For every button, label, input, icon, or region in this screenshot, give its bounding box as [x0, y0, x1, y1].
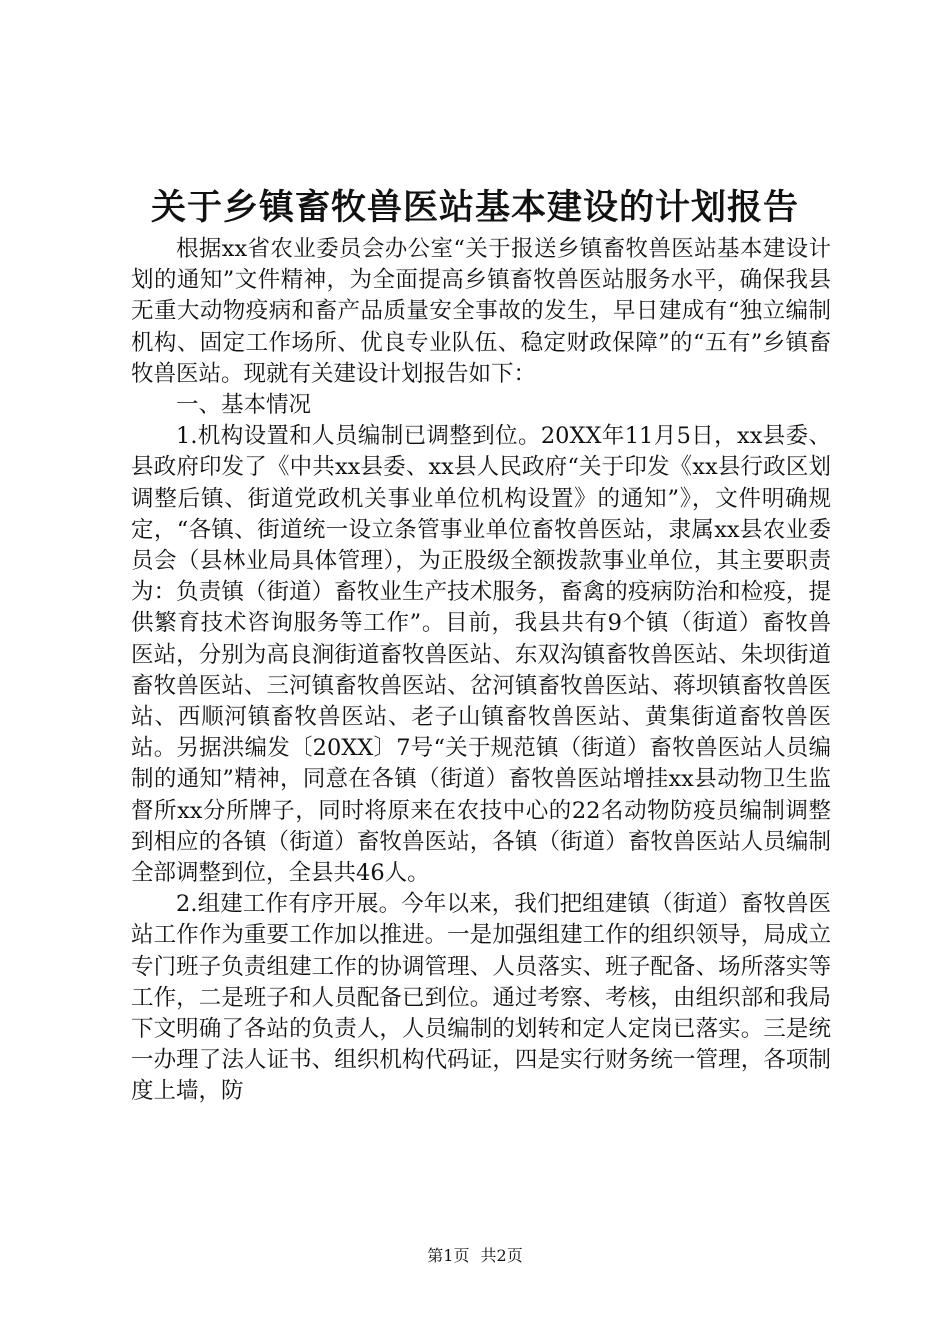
paragraph-organization-setup: 1.机构设置和人员编制已调整到位。20XX年11月5日，xx县委、县政府印发了《中共xx县委、xx县人民政府“关于印发《xx县行政区划调整后镇、街道党政机关事业单位机构设置》的通知”》，文件明确规定，“各镇、街道统一设立条管事业单位畜牧兽医站，隶属xx县农业委员会（县林业局具体管理），为正股级全额拨款事业单位，其主要职责为：负责镇（街道）畜牧业生产技术服务，畜禽的疫病防治和检疫，提供繁育技术咨询服务等工作”。目前，我县共有9个镇（街道）畜牧兽医站，分别为高良涧街道畜牧兽医站、东双沟镇畜牧兽医站、朱坝街道畜牧兽医站、三河镇畜牧兽医站、岔河镇畜牧兽医站、蒋坝镇畜牧兽医站、西顺河镇畜牧兽医站、老子山镇畜牧兽医站、黄集街道畜牧兽医站。另据洪编发〔20XX〕7号“关于规范镇（街道）畜牧兽医站人员编制的通知”精神，同意在各镇（街道）畜牧兽医站增挂xx县动物卫生监督所xx分所牌子，同时将原来在农技中心的22名动物防疫员编制调整到相应的各镇（街道）畜牧兽医站，各镇（街道）畜牧兽医站人员编制全部调整到位，全县共46人。	[131, 423, 831, 887]
document-body	[131, 234, 831, 1108]
paragraph-intro: 根据xx省农业委员会办公室“关于报送乡镇畜牧兽医站基本建设计划的通知”文件精神，为全面提高乡镇畜牧兽医站服务水平，确保我县无重大动物疫病和畜产品质量安全事故的发生，早日建成有“独立编制机构、固定工作场所、优良专业队伍、稳定财政保障”的“五有”乡镇畜牧兽医站。现就有关建设计划报告如下：	[131, 236, 831, 387]
paragraph-construction-progress: 2.组建工作有序开展。今年以来，我们把组建镇（街道）畜牧兽医站工作作为重要工作加以推进。一是加强组建工作的组织领导，局成立专门班子负责组建工作的协调管理、人员落实、班子配备、场所落实等工作，二是班子和人员配备已到位。通过考察、考核，由组织部和我局下文明确了各站的负责人，人员编制的划转和定人定岗已落实。三是统一办理了法人证书、组织机构代码证，四是实行财务统一管理，各项制度上墙，防	[131, 891, 831, 1105]
page-footer	[0, 1245, 950, 1267]
section-heading-basic-situation: 一、基本情况	[176, 392, 312, 419]
page-number-current: 第1页	[427, 1246, 470, 1265]
document-title: 关于乡镇畜牧兽医站基本建设的计划报告	[150, 188, 799, 228]
page-number-total: 共2页	[480, 1246, 523, 1265]
